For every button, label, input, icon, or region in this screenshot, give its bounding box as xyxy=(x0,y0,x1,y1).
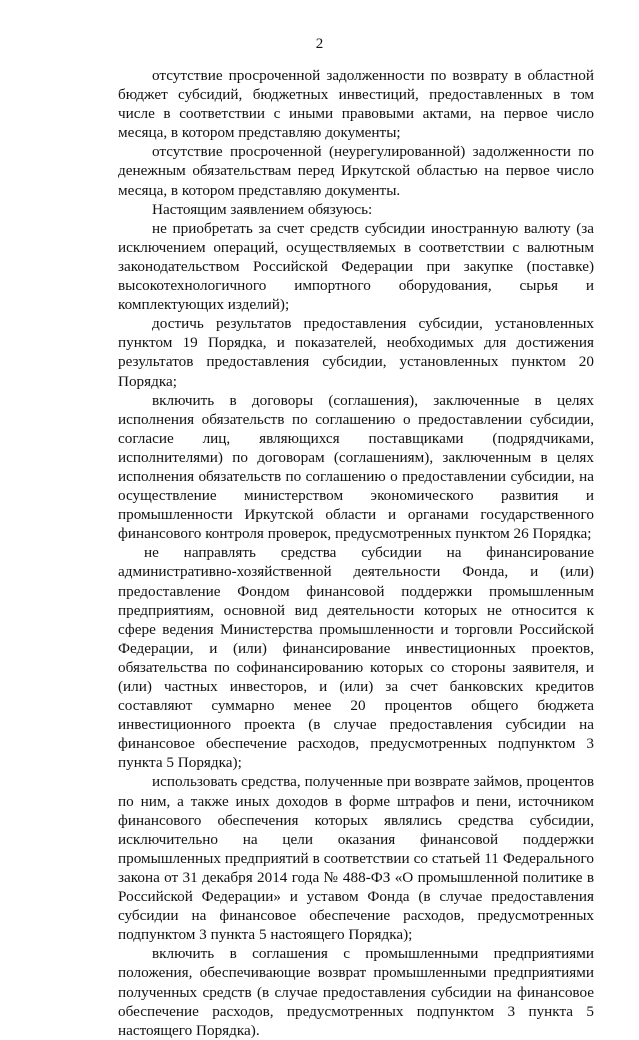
paragraph-no-foreign-currency: не приобретать за счет средств субсидии иностранную валюту (за исключением операций, осуществляемых в соответствии с валютным законодательством Российской Федерации при закупке (поставке) высокотехнологичного импортного оборудования, сырья и комплектующих изделий); xyxy=(118,219,594,314)
page-number: 2 xyxy=(315,36,324,52)
paragraph-undertaking-intro: Настоящим заявлением обязуюсь: xyxy=(152,200,373,218)
document-body xyxy=(118,66,594,1040)
paragraph-include-consent-in-contracts: включить в договоры (соглашения), заключенные в целях исполнения обязательств по соглашению о предоставлении субсидии, согласие лиц, являющихся поставщиками (подрядчиками, исполнителями) по договорам (соглашениям), заключенным в целях исполнения обязательств по соглашению о предоставлении субсидии, на осуществление министерством экономического развития и промышленности Иркутской области и органами государственного финансового контроля проверок, предусмотренных пунктом 26 Порядка; xyxy=(118,391,594,543)
paragraph-achieve-results: достичь результатов предоставления субсидии, установленных пунктом 19 Порядка, и показателей, необходимых для достижения результатов предоставления субсидии, установленных пунктом 20 Порядка; xyxy=(118,315,594,390)
paragraph-no-admin-spending: не направлять средства субсидии на финансирование административно-хозяйственной деятельности Фонда, и (или) предоставление Фондом финансовой поддержки промышленным предприятиям, основной вид деятельности которых не относится к сфере ведения Министерства промышленности и торговли Российской Федерации, и (или) финансирование инвестиционных проектов, обязательства по софинансированию которых со стороны заявителя, и (или) частных инвесторов, и (или) за счет банковских кредитов составляют суммарно менее 20 процентов общего бюджета инвестиционного проекта (в случае предоставления субсидии на финансовое обеспечение расходов, предусмотренных подпунктом 3 пункта 5 Порядка); xyxy=(118,544,594,772)
paragraph-include-return-provisions: включить в соглашения с промышленными предприятиями положения, обеспечивающие возврат промышленными предприятиями полученных средств (в случае предоставления субсидии на финансовое обеспечение расходов, предусмотренных подпунктом 3 пункта 5 настоящего Порядка). xyxy=(118,945,594,1039)
paragraph-no-overdue-obligations-irkutsk: отсутствие просроченной (неурегулированной) задолженности по денежным обязательствам перед Иркутской областью на первое число месяца, в котором представляю документы. xyxy=(118,143,594,199)
paragraph-no-overdue-debt-regional-budget: отсутствие просроченной задолженности по возврату в областной бюджет субсидий, бюджетных инвестиций, предоставленных в том числе в соответствии с иными правовыми актами, на первое число месяца, в котором представляю документы; xyxy=(118,67,594,142)
paragraph-use-of-returned-funds: использовать средства, полученные при возврате займов, процентов по ним, а также иных доходов в форме штрафов и пени, источником финансового обеспечения которых являлись средства субсидии, исключительно на цели оказания финансовой поддержки промышленных предприятий в соответствии со статьей 11 Федерального закона от 31 декабря 2014 года № 488-ФЗ «О промышленной политике в Российской Федерации» и уставом Фонда (в случае предоставления субсидии на финансовое обеспечение расходов, предусмотренных подпунктом 3 пункта 5 настоящего Порядка); xyxy=(118,773,594,944)
